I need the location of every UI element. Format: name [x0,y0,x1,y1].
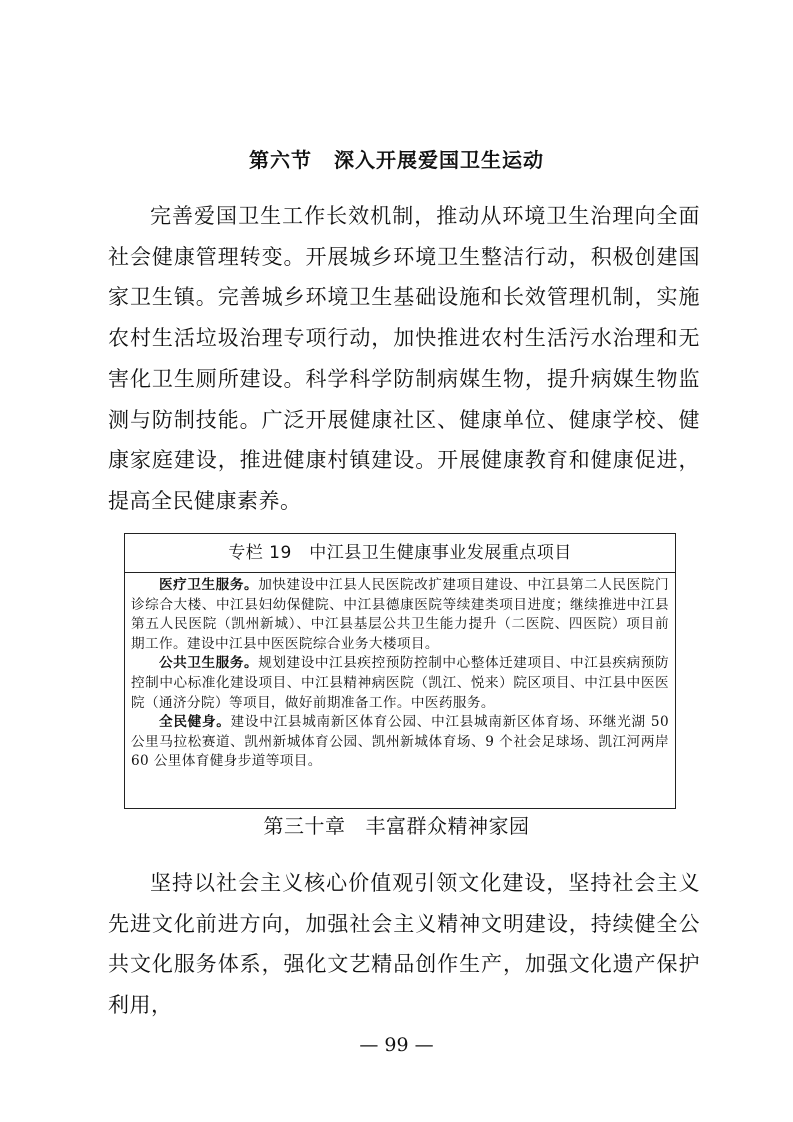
page-number: — 99 — [359,1034,434,1056]
section-number: 第六节 [249,148,312,172]
feature-box-body [125,573,675,772]
chapter-heading [0,812,793,840]
chapter-title: 丰富群众精神家园 [365,814,530,838]
section-title: 深入开展爱国卫生运动 [334,148,544,172]
feature-box-item [131,654,669,713]
feature-box [124,533,676,809]
feature-box-title: 专栏 19 中江县卫生健康事业发展重点项目 [125,534,675,573]
feature-box-item-label: 全民健身。 [159,714,231,731]
chapter-number: 第三十章 [263,814,346,838]
feature-box-item-text: 建设中江县城南新区体育公园、中江县城南新区体育场、环继光湖 50 公里马拉松赛道、凯州新城体育公园、凯州新城体育场、9 个社会足球场、凯江河两岸 60 公里体育健身步道等项目。 [131,714,670,770]
feature-box-item [131,713,669,772]
section-heading [0,143,793,177]
body-paragraph-1: 完善爱国卫生工作长效机制，推动从环境卫生治理向全面社会健康管理转变。开展城乡环境卫生整洁行动，积极创建国家卫生镇。完善城乡环境卫生基础设施和长效管理机制，实施农村生活垃圾治理专项行动，加快推进农村生活污水治理和无害化卫生厕所建设。科学科学防制病媒生物，提升病媒生物监测与防制技能。广泛开展健康社区、健康单位、健康学校、健康家庭建设，推进健康村镇建设。开展健康教育和健康促进，提高全民健康素养。 [108,204,700,513]
feature-box-item-label: 医疗卫生服务。 [159,577,259,593]
feature-box-item-text: 加快建设中江县人民医院改扩建项目建设、中江县第二人民医院门诊综合大楼、中江县妇幼保健院、中江县德康医院等续建类项目进度；继续推进中江县第五人民医院（凯州新城）、中江县基层公共卫生能力提升（二医院、四医院）项目前期工作。建设中江县中医医院综合业务大楼项目。 [131,577,669,652]
feature-box-item [131,576,669,654]
feature-box-item-label: 公共卫生服务。 [159,655,259,672]
body-paragraph-2: 坚持以社会主义核心价值观引领文化建设，坚持社会主义先进文化前进方向，加强社会主义精神文明建设，持续健全公共文化服务体系，强化文艺精品创作生产，加强文化遗产保护利用， [108,871,700,1018]
feature-box-item-text: 规划建设中江县疾控预防控制中心整体迁建项目、中江县疾病预防控制中心标准化建设项目、中江县精神病医院（凯江、悦来）院区项目、中江县中医医院（通济分院）等项目，做好前期准备工作。中医药服务。 [131,655,669,711]
